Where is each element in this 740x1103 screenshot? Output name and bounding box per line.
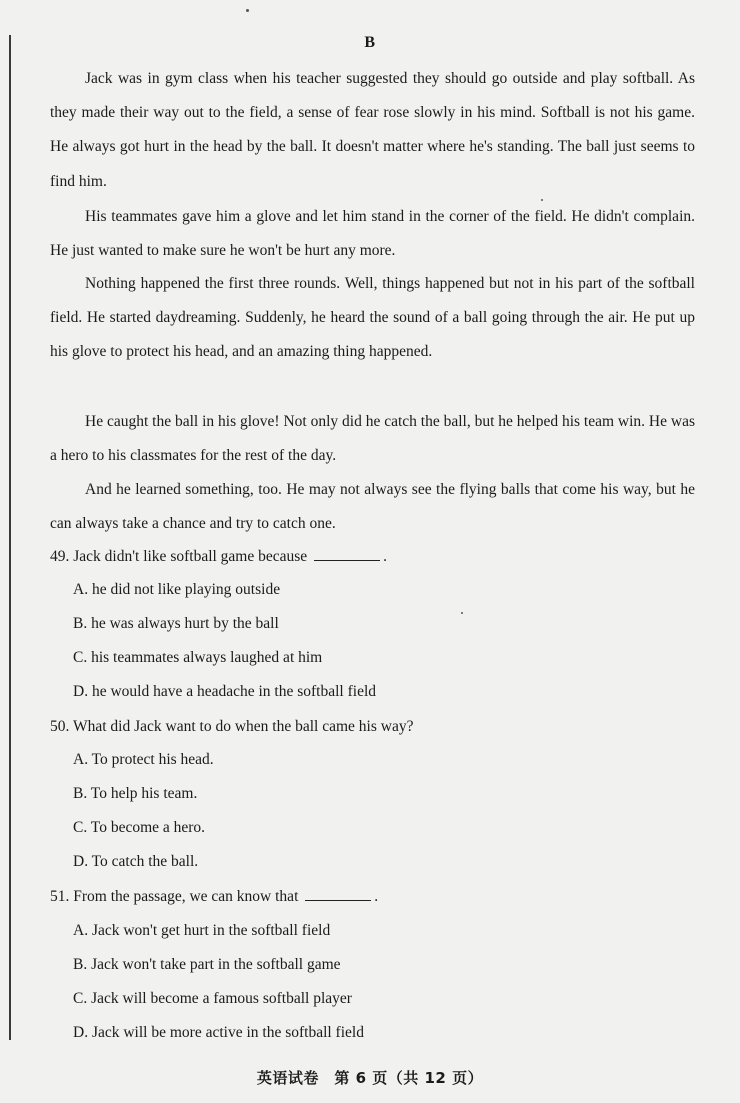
question-50 (50, 717, 413, 737)
question-number: 51. (50, 888, 70, 905)
option-50-b: B. To help his team. (73, 785, 198, 802)
question-51 (50, 887, 378, 907)
option-49-a: A. he did not like playing outside (73, 581, 281, 598)
option-50-a: A. To protect his head. (73, 751, 214, 768)
scan-speck (246, 9, 249, 12)
question-number: 50. (50, 718, 70, 735)
question-stem-end: . (383, 548, 387, 565)
section-title: B (364, 34, 376, 51)
option-49-d: D. he would have a headache in the softball field (73, 683, 376, 700)
option-51-d: D. Jack will be more active in the softball field (73, 1024, 364, 1041)
passage-paragraph-3: Nothing happened the first three rounds. Well, things happened but not in his part of the softball field. He started daydreaming. Suddenly, he heard the sound of a ball going through the air. He put up his glove to protect his head, and an amazing thing happened. (50, 275, 695, 361)
question-stem: What did Jack want to do when the ball came his way? (72, 718, 414, 735)
option-49-c: C. his teammates always laughed at him (73, 649, 323, 666)
question-stem: Jack didn't like softball game because (73, 548, 308, 565)
passage-paragraph-5: And he learned something, too. He may not always see the flying balls that come his way, but he can always take a chance and try to catch one. (50, 481, 695, 533)
option-51-b: B. Jack won't take part in the softball game (73, 956, 341, 973)
binding-margin-line (9, 35, 11, 1040)
option-51-c: C. Jack will become a famous softball player (73, 990, 352, 1007)
answer-blank (305, 888, 371, 901)
option-51-a: A. Jack won't get hurt in the softball field (73, 922, 331, 939)
question-stem: From the passage, we can know that (73, 888, 299, 905)
passage-paragraph-2: His teammates gave him a glove and let him stand in the corner of the field. He didn't complain. He just wanted to make sure he won't be hurt any more. (50, 208, 695, 260)
question-number: 49. (50, 548, 70, 565)
question-stem-end: . (374, 888, 379, 905)
scan-speck (461, 612, 463, 614)
option-49-b: B. he was always hurt by the ball (73, 615, 279, 632)
option-50-c: C. To become a hero. (73, 819, 206, 836)
answer-blank (314, 548, 380, 561)
passage-paragraph-1: Jack was in gym class when his teacher suggested they should go outside and play softball. As they made their way out to the field, a sense of fear rose slowly in his mind. Softball is not his game. He always got hurt in the head by the ball. It doesn't matter where he's standing. The ball just seems to find him. (50, 70, 695, 190)
passage-paragraph-4: He caught the ball in his glove! Not only did he catch the ball, but he helped his team win. He was a hero to his classmates for the rest of the day. (50, 413, 695, 465)
question-49 (50, 547, 387, 567)
page-footer: 英语试卷 第 6 页（共 12 页） (256, 1069, 484, 1087)
option-50-d: D. To catch the ball. (73, 853, 199, 870)
